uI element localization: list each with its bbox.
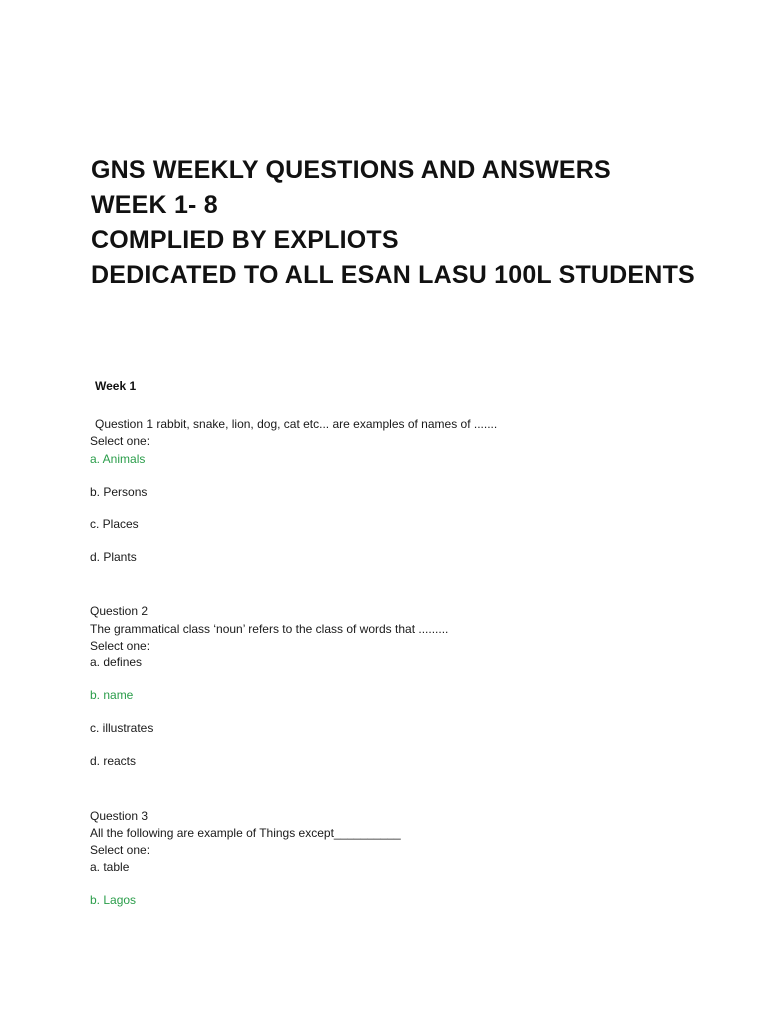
question-3-heading: Question 3: [90, 809, 149, 823]
title-line: GNS WEEKLY QUESTIONS AND ANSWERS: [91, 156, 611, 184]
question-2-option-d: d. reacts: [90, 754, 137, 768]
question-2-option-a: a. defines: [90, 655, 143, 669]
question-1-option-a: a. Animals: [90, 452, 146, 466]
question-1-option-d: d. Plants: [90, 550, 137, 564]
question-3-option-a: a. table: [90, 860, 130, 874]
week-label: Week 1: [95, 379, 137, 393]
question-1-heading: Question 1 rabbit, snake, lion, dog, cat etc... are examples of names of .......: [95, 417, 498, 431]
question-1-select-label: Select one:: [90, 434, 151, 448]
question-3-select-label: Select one:: [90, 843, 151, 857]
question-1-option-b: b. Persons: [90, 485, 148, 499]
question-2-prompt: The grammatical class ‘noun’ refers to the class of words that .........: [90, 622, 449, 636]
document-title: [91, 153, 695, 293]
question-2-select-label: Select one:: [90, 639, 151, 653]
question-2-option-b: b. name: [90, 688, 134, 702]
question-1-option-c: c. Places: [90, 517, 139, 531]
title-line: WEEK 1- 8: [91, 191, 218, 219]
question-2-heading: Question 2: [90, 604, 149, 618]
title-line: COMPLIED BY EXPLIOTS: [91, 226, 399, 254]
title-line: DEDICATED TO ALL ESAN LASU 100L STUDENTS: [91, 261, 695, 289]
question-3-option-b: b. Lagos: [90, 893, 137, 907]
question-2-option-c: c. illustrates: [90, 721, 154, 735]
question-3-prompt: All the following are example of Things except__________: [90, 826, 401, 840]
